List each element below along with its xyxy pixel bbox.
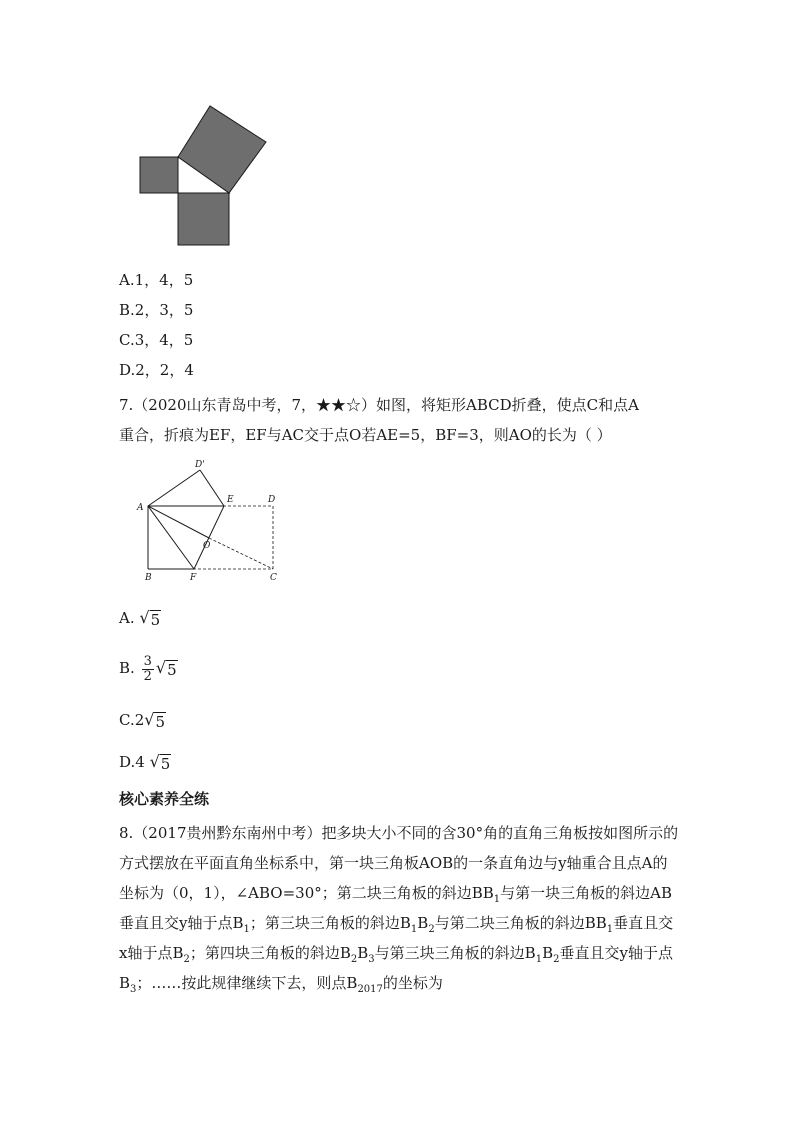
q7-stem-line1: 7.（2020山东青岛中考，7，★★☆）如图，将矩形ABCD折叠，使点C和点A: [119, 396, 639, 414]
sqrt-expression: √ 5: [155, 658, 177, 679]
point-label-o: O: [203, 541, 211, 551]
q6-option-d: D.2，2，4: [119, 361, 194, 379]
point-label-a: A: [137, 503, 144, 513]
point-label-b: B: [145, 573, 152, 583]
sqrt-expression: √ 5: [149, 752, 171, 773]
q6-option-b: B.2，3，5: [119, 301, 194, 319]
q7-option-d: D.4 √ 5: [119, 752, 171, 773]
section-title: 核心素养全练: [119, 790, 210, 808]
square-on-horizontal-leg: [178, 193, 229, 245]
fraction: $\frac{3}{2}$: [143, 653, 152, 684]
pythagoras-squares-figure: [135, 100, 275, 250]
q8-paragraph: 8.（2017贵州黔东南州中考）把多块大小不同的含30°角的直角三角板按如图所示的方式摆放在平面直角坐标系中，第一块三角板AOB的一条直角边与y轴重合且点A的坐标为（0，1），∠ABO=30°；第二块三角板的斜边$BB_1$与第一块三角板的斜边AB垂直且交y轴于点$B_1$；第三块三角板的斜边$B_1B_2$与第二块三角板的斜边$BB_1$垂直且交x轴于点$B_2$；第四块三角板的斜边$B_2B_3$与第三块三角板的斜边$B_1B_2$垂直且交y轴于点$B_3$；……按此规律继续下去，则点$B_{2017}$的坐标为: [119, 824, 679, 995]
square-on-vertical-leg: [140, 157, 178, 193]
folded-rectangle-figure: [130, 455, 290, 585]
sqrt-expression: √ 5: [144, 710, 166, 731]
q7-option-b: B. $\frac{3}{2}$ √ 5: [119, 653, 177, 684]
point-label-f: F: [190, 573, 197, 583]
q6-option-c: C.3，4，5: [119, 331, 194, 349]
q7-option-c: C.2 √ 5: [119, 710, 166, 731]
q7-stem-line2: 重合，折痕为EF，EF与AC交于点O若AE=5，BF=3，则AO的长为（ ）: [119, 426, 612, 444]
q6-option-a: A.1，4，5: [119, 271, 194, 289]
point-label-d: D: [268, 495, 276, 505]
point-label-e: E: [227, 495, 234, 505]
point-label-dprime: D': [195, 460, 205, 470]
point-label-c: C: [270, 573, 277, 583]
sqrt-expression: √ 5: [139, 608, 161, 629]
q7-option-a: A. √ 5: [119, 608, 161, 629]
